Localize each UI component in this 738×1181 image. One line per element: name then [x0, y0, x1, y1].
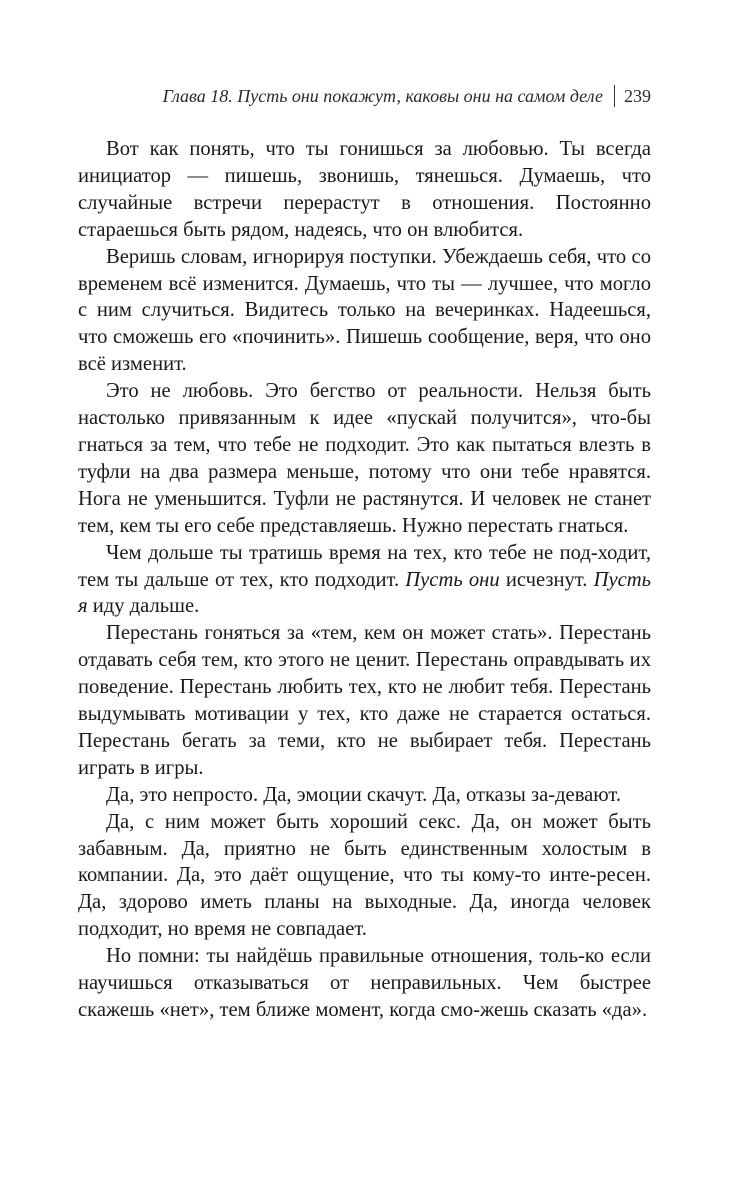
paragraph-4-italic-1: Пусть они	[405, 568, 500, 591]
running-header	[78, 82, 651, 110]
header-divider	[614, 85, 615, 107]
page-number: 239	[624, 86, 651, 106]
paragraph-4-italic-2: Пусть я	[78, 568, 651, 618]
paragraph-7: Да, с ним может быть хороший секс. Да, он может быть забавным. Да, приятно не быть единственным холостым в компании. Да, это даёт ощущение, что ты кому-то инте-ресен. Да, здорово иметь планы на выходные. Да, иногда человек подходит, но время не совпадает.	[78, 810, 651, 941]
paragraph-8: Но помни: ты найдёшь правильные отношения, толь-ко если научишься отказываться от неправильных. Чем быстрее скажешь «нет», тем ближе момент, когда смо-жешь сказать «да».	[78, 945, 651, 1021]
paragraph-4	[78, 540, 651, 621]
paragraph-6: Да, это непросто. Да, эмоции скачут. Да, отказы за-девают.	[106, 783, 622, 806]
paragraph-3: Это не любовь. Это бегство от реальности. Нельзя быть настолько привязанным к идее «пускай получится», что-бы гнаться за тем, что тебе не подходит. Это как пытаться влезть в туфли на два размера меньше, потому что они тебе нравятся. Нога не уменьшится. Туфли не растянутся. И человек не станет тем, кем ты его себе представляешь. Нужно перестать гнаться.	[78, 380, 651, 537]
body-text	[78, 136, 651, 1024]
paragraph-4-text-after: иду дальше.	[87, 595, 200, 618]
paragraph-4-text-middle: исчезнут.	[499, 568, 594, 591]
chapter-title: Глава 18. Пусть они покажут, каковы они на самом деле	[162, 86, 603, 106]
paragraph-1: Вот как понять, что ты гонишься за любовью. Ты всегда инициатор — пишешь, звонишь, тянешься. Думаешь, что случайные встречи перерастут в отношения. Постоянно стараешься быть рядом, надеясь, что он влюбится.	[78, 138, 651, 241]
paragraph-2: Веришь словам, игнорируя поступки. Убеждаешь себя, что со временем всё изменится. Думаешь, что ты — лучшее, что могло с ним случиться. Видитесь только на вечеринках. Надеешься, что сможешь его «починить». Пишешь сообщение, веря, что оно всё изменит.	[78, 245, 651, 376]
paragraph-4-text-before: Чем дольше ты тратишь время на тех, кто тебе не под-ходит, тем ты дальше от тех, кто подходит.	[78, 541, 651, 591]
paragraph-5: Перестань гоняться за «тем, кем он может стать». Перестань отдавать себя тем, кто этого не ценит. Перестань оправдывать их поведение. Перестань любить тех, кто не любит тебя. Перестань выдумывать мотивации у тех, кто даже не старается остаться. Перестань бегать за теми, кто не выбирает тебя. Перестань играть в игры.	[78, 622, 651, 779]
book-page	[78, 82, 651, 1024]
